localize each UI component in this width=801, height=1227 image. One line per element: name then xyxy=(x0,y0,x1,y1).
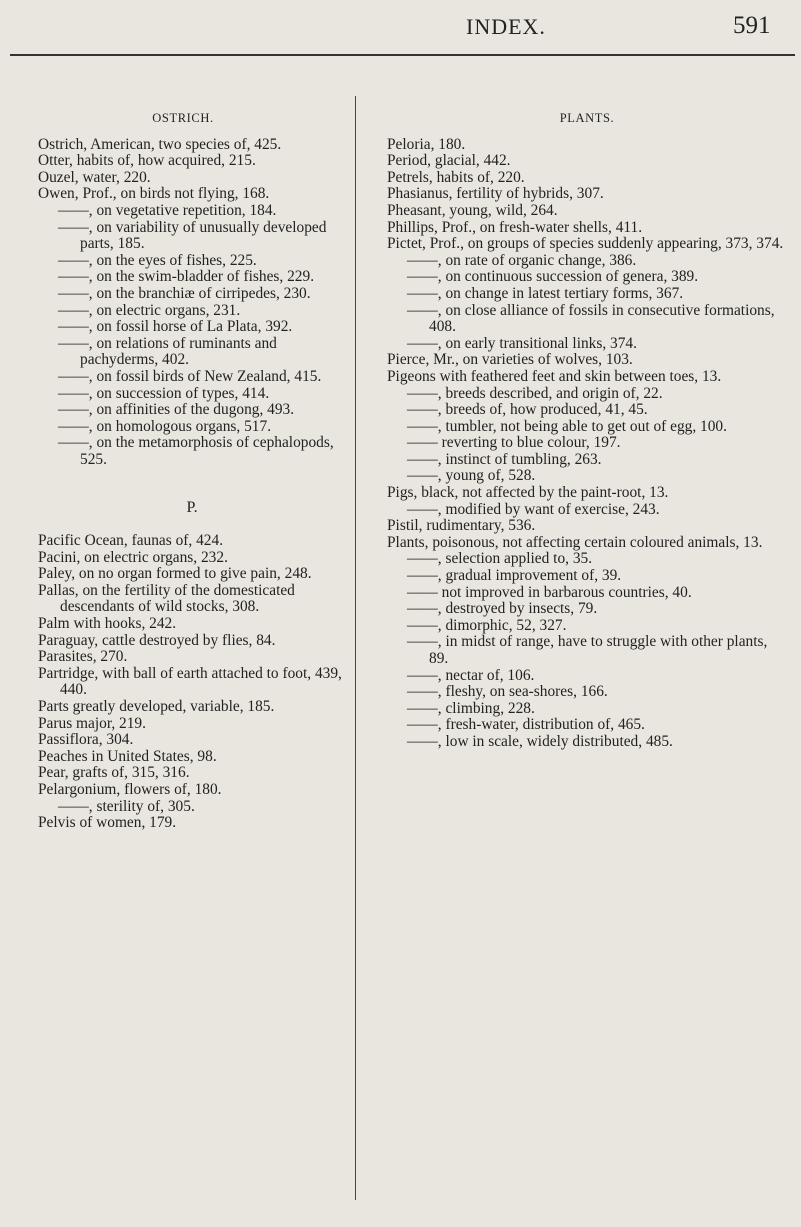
index-entry: Pacini, on electric organs, 232. xyxy=(38,548,228,566)
index-entry: Pistil, rudimentary, 536. xyxy=(387,517,536,535)
index-entry: Owen, Prof., on birds not flying, 168. xyxy=(38,185,270,203)
page-number: 591 xyxy=(733,12,771,39)
index-entry: —— not improved in barbarous countries, 40. xyxy=(407,583,692,601)
index-entry: ——, tumbler, not being able to get out of egg, 100. xyxy=(407,417,727,435)
index-entry: Phasianus, fertility of hybrids, 307. xyxy=(387,185,604,203)
index-entry: Plants, poisonous, not affecting certain coloured animals, 13. xyxy=(387,533,763,551)
index-entry: ——, on affinities of the dugong, 493. xyxy=(58,401,295,419)
index-entry: Pictet, Prof., on groups of species suddenly appearing, 373, 374. xyxy=(387,235,784,253)
index-entry: ——, on early transitional links, 374. xyxy=(407,334,637,352)
index-entry: ——, on the eyes of fishes, 225. xyxy=(58,251,257,269)
index-entry: Pigeons with feathered feet and skin between toes, 13. xyxy=(387,367,722,385)
index-entry: ——, low in scale, widely distributed, 485. xyxy=(407,732,673,750)
index-entry: ——, on the swim-bladder of fishes, 229. xyxy=(58,268,315,286)
index-entry: ——, modified by want of exercise, 243. xyxy=(407,500,660,518)
index-entry: Pear, grafts of, 315, 316. xyxy=(38,764,190,782)
index-entry: Parasites, 270. xyxy=(38,648,128,666)
right-entries xyxy=(387,137,787,751)
index-entry: ——, gradual improvement of, 39. xyxy=(407,567,622,585)
index-entry: Paley, on no organ formed to give pain, 248. xyxy=(38,565,312,583)
index-entry: Period, glacial, 442. xyxy=(387,152,511,170)
index-entry: ——, in midst of range, have to struggle with other plants, 89. xyxy=(407,633,768,667)
index-entry: Otter, habits of, how acquired, 215. xyxy=(38,152,256,170)
index-entry: Phillips, Prof., on fresh-water shells, 411. xyxy=(387,218,643,236)
index-entry: Ouzel, water, 220. xyxy=(38,168,151,186)
index-entry: ——, on change in latest tertiary forms, 367. xyxy=(407,284,684,302)
index-entry: ——, on the metamorphosis of cephalopods, 525. xyxy=(58,434,334,468)
index-entry: ——, on homologous organs, 517. xyxy=(58,417,272,435)
index-entry: ——, on electric organs, 231. xyxy=(58,301,241,319)
index-entry: Ostrich, American, two species of, 425. xyxy=(38,135,282,153)
left-entries-o xyxy=(38,137,346,469)
right-column xyxy=(387,110,787,751)
left-column xyxy=(38,110,346,832)
index-entry: ——, young of, 528. xyxy=(407,467,536,485)
section-letter: P. xyxy=(186,499,198,517)
index-entry: ——, on the branchiæ of cirripedes, 230. xyxy=(58,284,311,302)
index-entry: ——, selection applied to, 35. xyxy=(407,550,593,568)
index-entry: Partridge, with ball of earth attached to foot, 439, 440. xyxy=(38,664,342,699)
running-head: INDEX. xyxy=(466,14,546,39)
index-entry: Passiflora, 304. xyxy=(38,731,134,749)
index-entry: ——, fleshy, on sea-shores, 166. xyxy=(407,683,608,701)
index-entry: ——, on relations of ruminants and pachyderms, 402. xyxy=(58,334,277,369)
index-entry: Peaches in United States, 98. xyxy=(38,747,217,765)
index-entry: ——, fresh-water, distribution of, 465. xyxy=(407,716,645,734)
left-column-heading: OSTRICH. xyxy=(152,111,214,125)
index-entry: ——, on variability of unusually developed parts, 185. xyxy=(58,218,327,253)
index-entry: ——, on continuous succession of genera, 389. xyxy=(407,268,699,286)
index-entry: —— reverting to blue colour, 197. xyxy=(407,434,621,452)
index-entry: ——, nectar of, 106. xyxy=(407,666,535,684)
index-entry: Pelargonium, flowers of, 180. xyxy=(38,780,222,798)
index-entry: ——, sterility of, 305. xyxy=(58,797,195,815)
header-rule xyxy=(10,54,795,56)
index-entry: ——, destroyed by insects, 79. xyxy=(407,600,598,618)
index-entry: Pallas, on the fertility of the domesticated descendants of wild stocks, 308. xyxy=(38,581,295,616)
index-entry: ——, breeds described, and origin of, 22. xyxy=(407,384,663,402)
index-entry: Pacific Ocean, faunas of, 424. xyxy=(38,532,224,550)
index-entry: Paraguay, cattle destroyed by flies, 84. xyxy=(38,631,276,649)
column-divider xyxy=(355,96,356,1200)
index-entry: ——, on close alliance of fossils in consecutive formations, 408. xyxy=(407,301,775,336)
index-entry: ——, climbing, 228. xyxy=(407,699,535,717)
index-entry: ——, on fossil horse of La Plata, 392. xyxy=(58,318,293,336)
index-entry: Parts greatly developed, variable, 185. xyxy=(38,698,275,715)
index-entry: ——, on succession of types, 414. xyxy=(58,384,270,402)
index-entry: Parus major, 219. xyxy=(38,714,146,732)
index-entry: Peloria, 180. xyxy=(387,135,466,153)
index-entry: Pigs, black, not affected by the paint-root, 13. xyxy=(387,484,669,502)
index-entry: ——, instinct of tumbling, 263. xyxy=(407,450,602,468)
index-entry: ——, breeds of, how produced, 41, 45. xyxy=(407,401,648,419)
index-entry: Palm with hooks, 242. xyxy=(38,615,177,633)
index-entry: Pierce, Mr., on varieties of wolves, 103. xyxy=(387,351,633,369)
left-entries-p xyxy=(38,533,346,832)
index-entry: Petrels, habits of, 220. xyxy=(387,168,525,186)
right-column-heading: PLANTS. xyxy=(559,111,615,125)
index-entry: ——, on vegetative repetition, 184. xyxy=(58,201,277,219)
index-entry: Pheasant, young, wild, 264. xyxy=(387,201,558,219)
index-entry: ——, dimorphic, 52, 327. xyxy=(407,616,567,634)
index-entry: ——, on rate of organic change, 386. xyxy=(407,251,637,269)
index-entry: Pelvis of women, 179. xyxy=(38,814,177,832)
index-entry: ——, on fossil birds of New Zealand, 415. xyxy=(58,367,322,385)
